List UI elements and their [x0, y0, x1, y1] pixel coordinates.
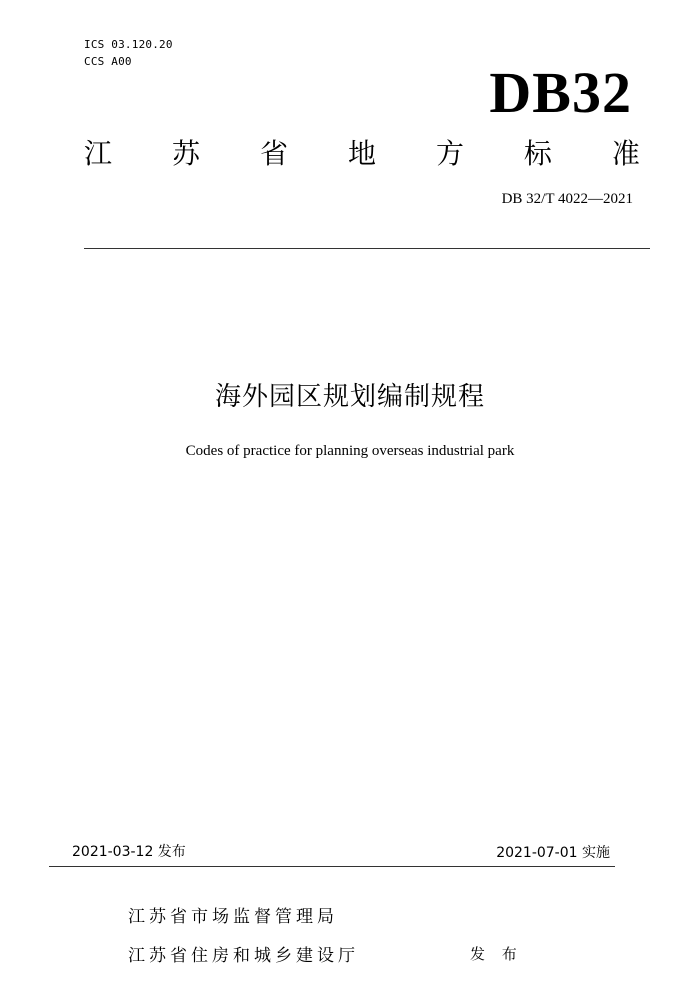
document-title-cn: 海外园区规划编制规程 [214, 382, 485, 412]
standard-number: DB 32/T 4022—2021 [501, 191, 633, 207]
issuer-housing-construction: 江苏省住房和城乡建设厅 [128, 946, 359, 966]
standard-title-char: 准 [611, 137, 640, 170]
standard-title-char: 省 [259, 137, 288, 170]
issue-date: 2021-03-12 发布 [72, 844, 186, 860]
ics-code: ICS 03.120.20 [84, 38, 173, 51]
db-logo: DB32 [489, 60, 632, 125]
standard-title-char: 苏 [171, 137, 200, 170]
publish-label: 发 布 [470, 945, 523, 963]
implementation-date: 2021-07-01 实施 [496, 845, 610, 861]
header-divider [84, 248, 650, 249]
document-title-en: Codes of practice for planning overseas industrial park [185, 443, 515, 459]
standard-title-char: 方 [435, 137, 464, 170]
standard-title-char: 江 [84, 137, 113, 170]
issuer-market-regulation: 江苏省市场监督管理局 [128, 907, 338, 927]
footer-divider [49, 866, 615, 867]
standard-title-char: 标 [523, 137, 552, 170]
standard-title-char: 地 [347, 137, 376, 170]
ccs-code: CCS A00 [84, 55, 132, 68]
standard-title [84, 137, 640, 171]
